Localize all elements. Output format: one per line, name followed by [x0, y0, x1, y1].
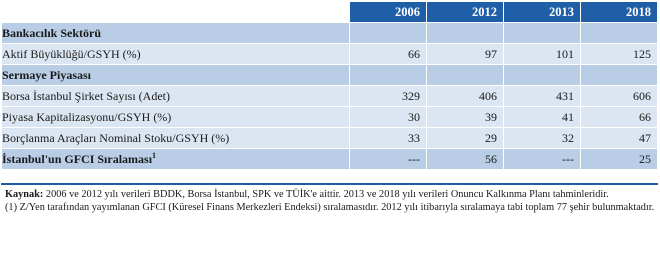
cell-value: 101	[504, 44, 581, 65]
year-header: 2012	[427, 2, 504, 23]
table-row	[2, 44, 658, 65]
statistics-table	[1, 1, 658, 170]
cell-value: 41	[504, 107, 581, 128]
cell-value: 97	[427, 44, 504, 65]
cell-value: 47	[581, 128, 658, 149]
cell-value: 406	[427, 86, 504, 107]
cell-value: 125	[581, 44, 658, 65]
table-bottom-rule	[1, 183, 658, 185]
cell-value: 56	[427, 149, 504, 170]
row-label: Aktif Büyüklüğü/GSYH (%)	[2, 44, 350, 65]
cell-value: 32	[504, 128, 581, 149]
cell-value: 66	[350, 44, 427, 65]
table-row	[2, 128, 658, 149]
row-label	[2, 149, 350, 170]
year-header: 2006	[350, 2, 427, 23]
table-row	[2, 107, 658, 128]
cell-value: 30	[350, 107, 427, 128]
footnote-marker: 1	[152, 151, 157, 160]
header-row	[2, 2, 658, 23]
year-header: 2013	[504, 2, 581, 23]
cell-value: 431	[504, 86, 581, 107]
cell-value: 66	[581, 107, 658, 128]
section-title: Sermaye Piyasası	[2, 65, 350, 86]
table-row	[2, 86, 658, 107]
year-header: 2018	[581, 2, 658, 23]
row-label: Borsa İstanbul Şirket Sayısı (Adet)	[2, 86, 350, 107]
cell-value: ---	[504, 149, 581, 170]
cell-value: 29	[427, 128, 504, 149]
cell-value: ---	[350, 149, 427, 170]
cell-value: 329	[350, 86, 427, 107]
source-text: 2006 ve 2012 yılı verileri BDDK, Borsa İstanbul, SPK ve TÜİK'e aittir. 2013 ve 2018 yılı verileri Onuncu Kalkınma Planı tahminleridir.	[43, 189, 609, 200]
cell-value: 33	[350, 128, 427, 149]
footnote-text: (1) Z/Yen tarafından yayımlanan GFCI (Küresel Finans Merkezleri Endeksi) sıralamasıdır. 2012 yılı itibarıyla sıralamaya tabi toplam 77 şehir bulunmaktadır.	[5, 202, 655, 213]
source-prefix: Kaynak:	[5, 189, 44, 200]
cell-value: 606	[581, 86, 658, 107]
cell-value: 25	[581, 149, 658, 170]
row-label: Piyasa Kapitalizasyonu/GSYH (%)	[2, 107, 350, 128]
section-title: Bankacılık Sektörü	[2, 23, 350, 44]
source-note	[5, 188, 655, 201]
row-label: Borçlanma Araçları Nominal Stoku/GSYH (%)	[2, 128, 350, 149]
gfci-row	[2, 149, 658, 170]
header-blank-cell	[2, 2, 350, 23]
table-notes	[5, 188, 655, 214]
section-row-capital-market	[2, 65, 658, 86]
cell-value: 39	[427, 107, 504, 128]
gfci-label: İstanbul'un GFCI Sıralaması	[2, 152, 153, 166]
section-row-banking	[2, 23, 658, 44]
